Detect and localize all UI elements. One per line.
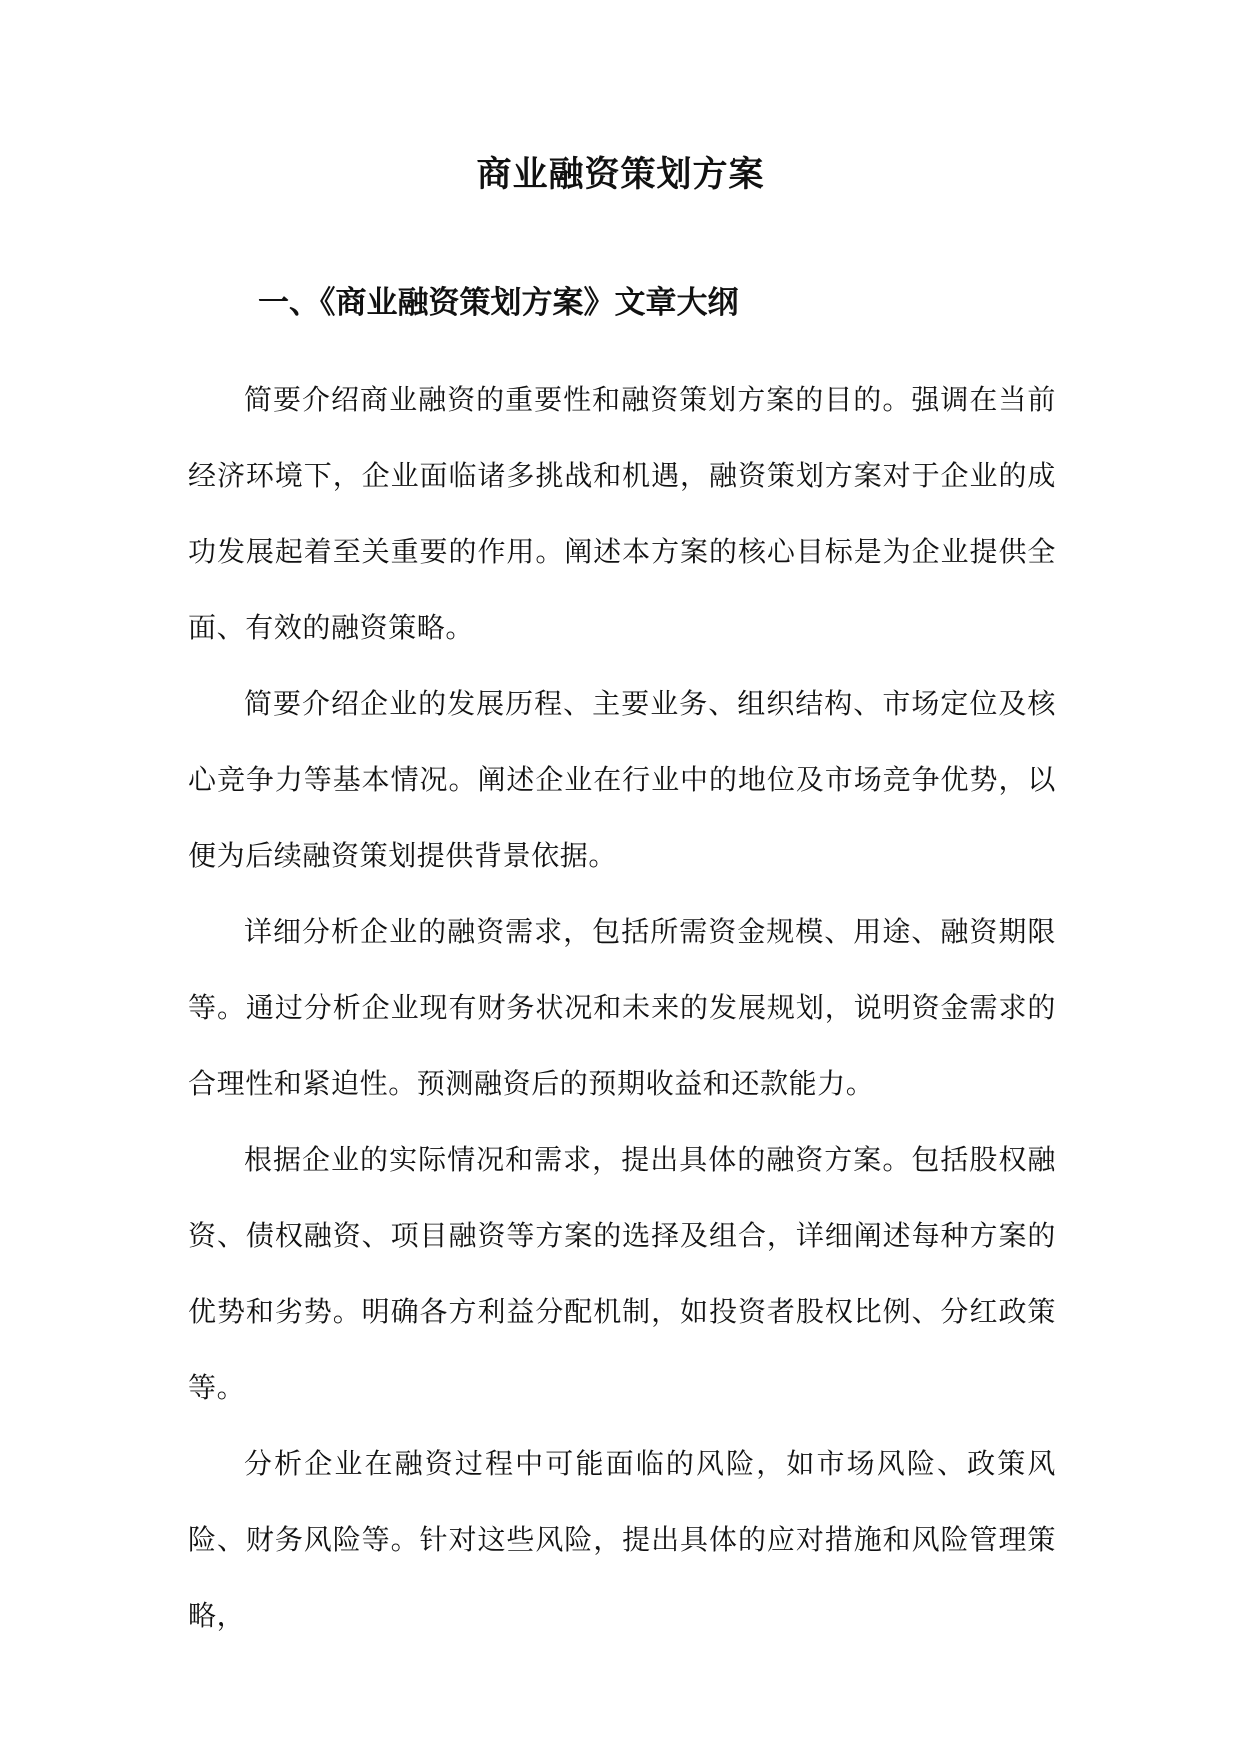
- document-body: [188, 362, 1056, 1654]
- paragraph-company-overview: 简要介绍企业的发展历程、主要业务、组织结构、市场定位及核心竞争力等基本情况。阐述企业在行业中的地位及市场竞争优势，以便为后续融资策划提供背景依据。: [188, 687, 1056, 872]
- paragraph-financing-needs: 详细分析企业的融资需求，包括所需资金规模、用途、融资期限等。通过分析企业现有财务状况和未来的发展规划，说明资金需求的合理性和紧迫性。预测融资后的预期收益和还款能力。: [188, 915, 1056, 1100]
- paragraph-financing-plan: 根据企业的实际情况和需求，提出具体的融资方案。包括股权融资、债权融资、项目融资等方案的选择及组合，详细阐述每种方案的优势和劣势。明确各方利益分配机制，如投资者股权比例、分红政策等。: [188, 1143, 1056, 1404]
- paragraph-risk-analysis: 分析企业在融资过程中可能面临的风险，如市场风险、政策风险、财务风险等。针对这些风险，提出具体的应对措施和风险管理策略，: [188, 1447, 1056, 1632]
- document-title: 商业融资策划方案: [476, 154, 765, 195]
- section-heading: 一、《商业融资策划方案》文章大纲: [258, 285, 739, 321]
- paragraph-intro: 简要介绍商业融资的重要性和融资策划方案的目的。强调在当前经济环境下，企业面临诸多挑战和机遇，融资策划方案对于企业的成功发展起着至关重要的作用。阐述本方案的核心目标是为企业提供全面、有效的融资策略。: [188, 383, 1056, 644]
